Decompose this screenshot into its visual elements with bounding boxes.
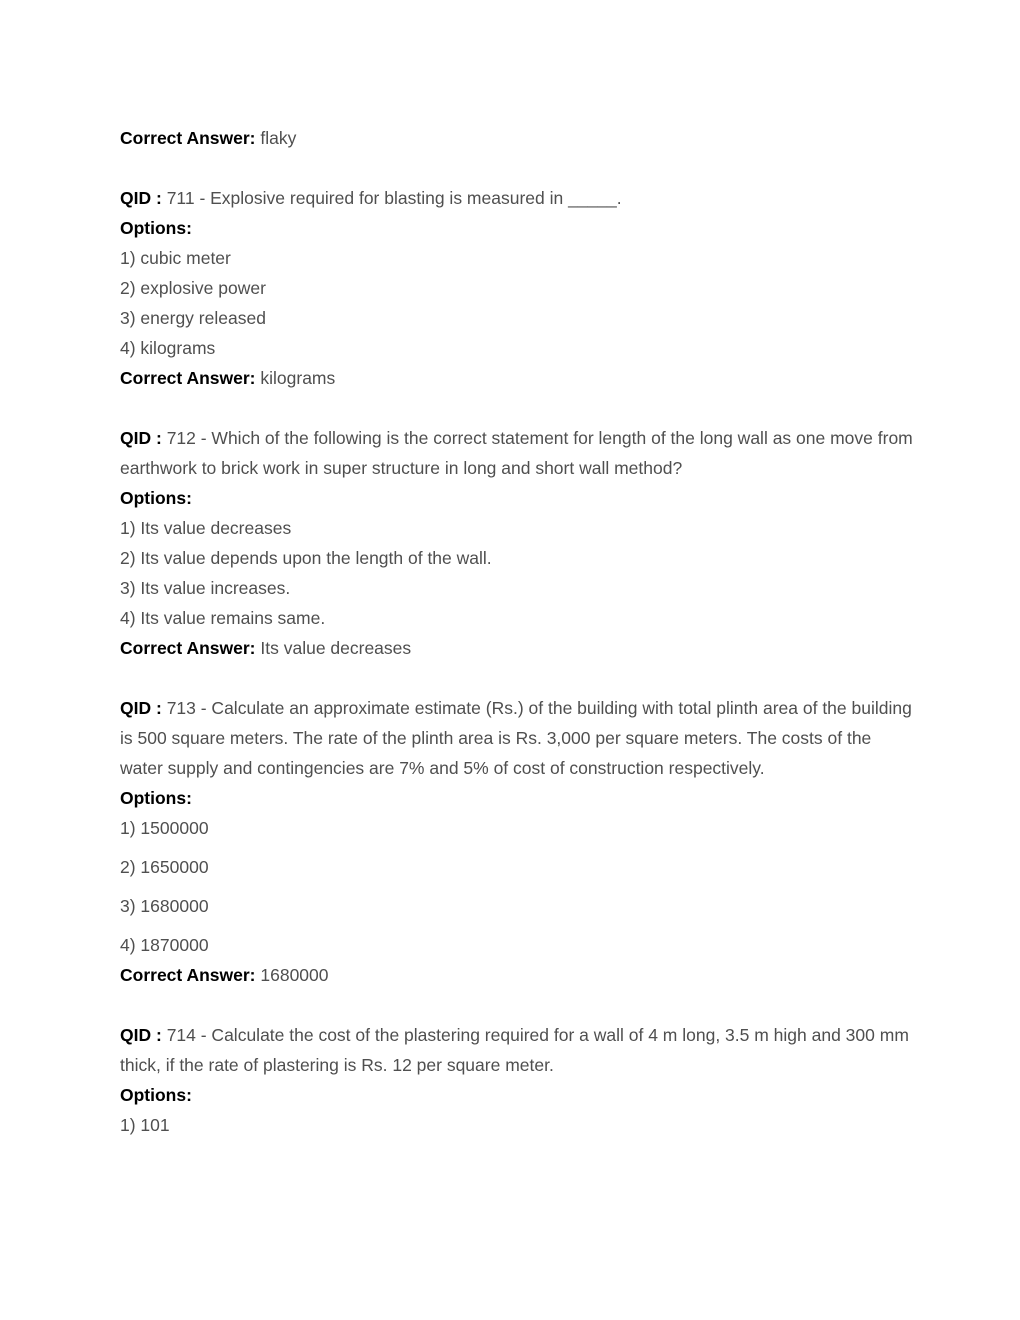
answer-label: Correct Answer: — [120, 128, 256, 148]
question-body: 713 - Calculate an approximate estimate (Rs.) of the building with total plinth area of the building is 500 square meters. The rate of the plinth area is Rs. 3,000 per square meters. The costs of the water supply and contingencies are 7% and 5% of cost of construction respectively. — [120, 698, 912, 778]
option-1: 1) 101 — [120, 1115, 170, 1135]
answer-line — [120, 633, 915, 663]
question-text — [120, 693, 915, 783]
document-page — [120, 123, 915, 1170]
question-block-712 — [120, 423, 915, 663]
answer-line — [120, 960, 915, 990]
options-label: Options: — [120, 488, 192, 508]
answer-value: flaky — [260, 128, 297, 148]
answer-label: Correct Answer: — [120, 368, 256, 388]
option-4: 4) Its value remains same. — [120, 608, 326, 628]
qid-label: QID : — [120, 1025, 162, 1045]
answer-label: Correct Answer: — [120, 638, 256, 658]
option-3: 3) Its value increases. — [120, 578, 291, 598]
question-block-711 — [120, 183, 915, 393]
answer-value: 1680000 — [260, 965, 329, 985]
option-1: 1) 1500000 — [120, 818, 209, 838]
option-4: 4) kilograms — [120, 338, 216, 358]
options-label: Options: — [120, 788, 192, 808]
question-text — [120, 1020, 915, 1080]
qid-label: QID : — [120, 698, 162, 718]
answer-value: Its value decreases — [260, 638, 412, 658]
question-text — [120, 183, 915, 213]
question-text — [120, 423, 915, 483]
question-body: 714 - Calculate the cost of the plastering required for a wall of 4 m long, 3.5 m high and 300 mm thick, if the rate of plastering is Rs. 12 per square meter. — [120, 1025, 909, 1075]
option-2: 2) Its value depends upon the length of the wall. — [120, 548, 492, 568]
question-block-713 — [120, 693, 915, 990]
question-body: 712 - Which of the following is the correct statement for length of the long wall as one move from earthwork to brick work in super structure in long and short wall method? — [120, 428, 913, 478]
qid-label: QID : — [120, 188, 162, 208]
answer-line — [120, 123, 915, 153]
answer-label: Correct Answer: — [120, 965, 256, 985]
option-1: 1) Its value decreases — [120, 518, 292, 538]
answer-value: kilograms — [260, 368, 336, 388]
answer-line — [120, 363, 915, 393]
option-4: 4) 1870000 — [120, 935, 209, 955]
options-label: Options: — [120, 218, 192, 238]
option-1: 1) cubic meter — [120, 248, 231, 268]
question-block-714 — [120, 1020, 915, 1140]
option-2: 2) 1650000 — [120, 857, 209, 877]
option-3: 3) 1680000 — [120, 896, 209, 916]
stray-correct-answer — [120, 123, 915, 153]
option-3: 3) energy released — [120, 308, 266, 328]
qid-label: QID : — [120, 428, 162, 448]
question-body: 711 - Explosive required for blasting is measured in _____. — [166, 188, 622, 208]
options-label: Options: — [120, 1085, 192, 1105]
option-2: 2) explosive power — [120, 278, 266, 298]
